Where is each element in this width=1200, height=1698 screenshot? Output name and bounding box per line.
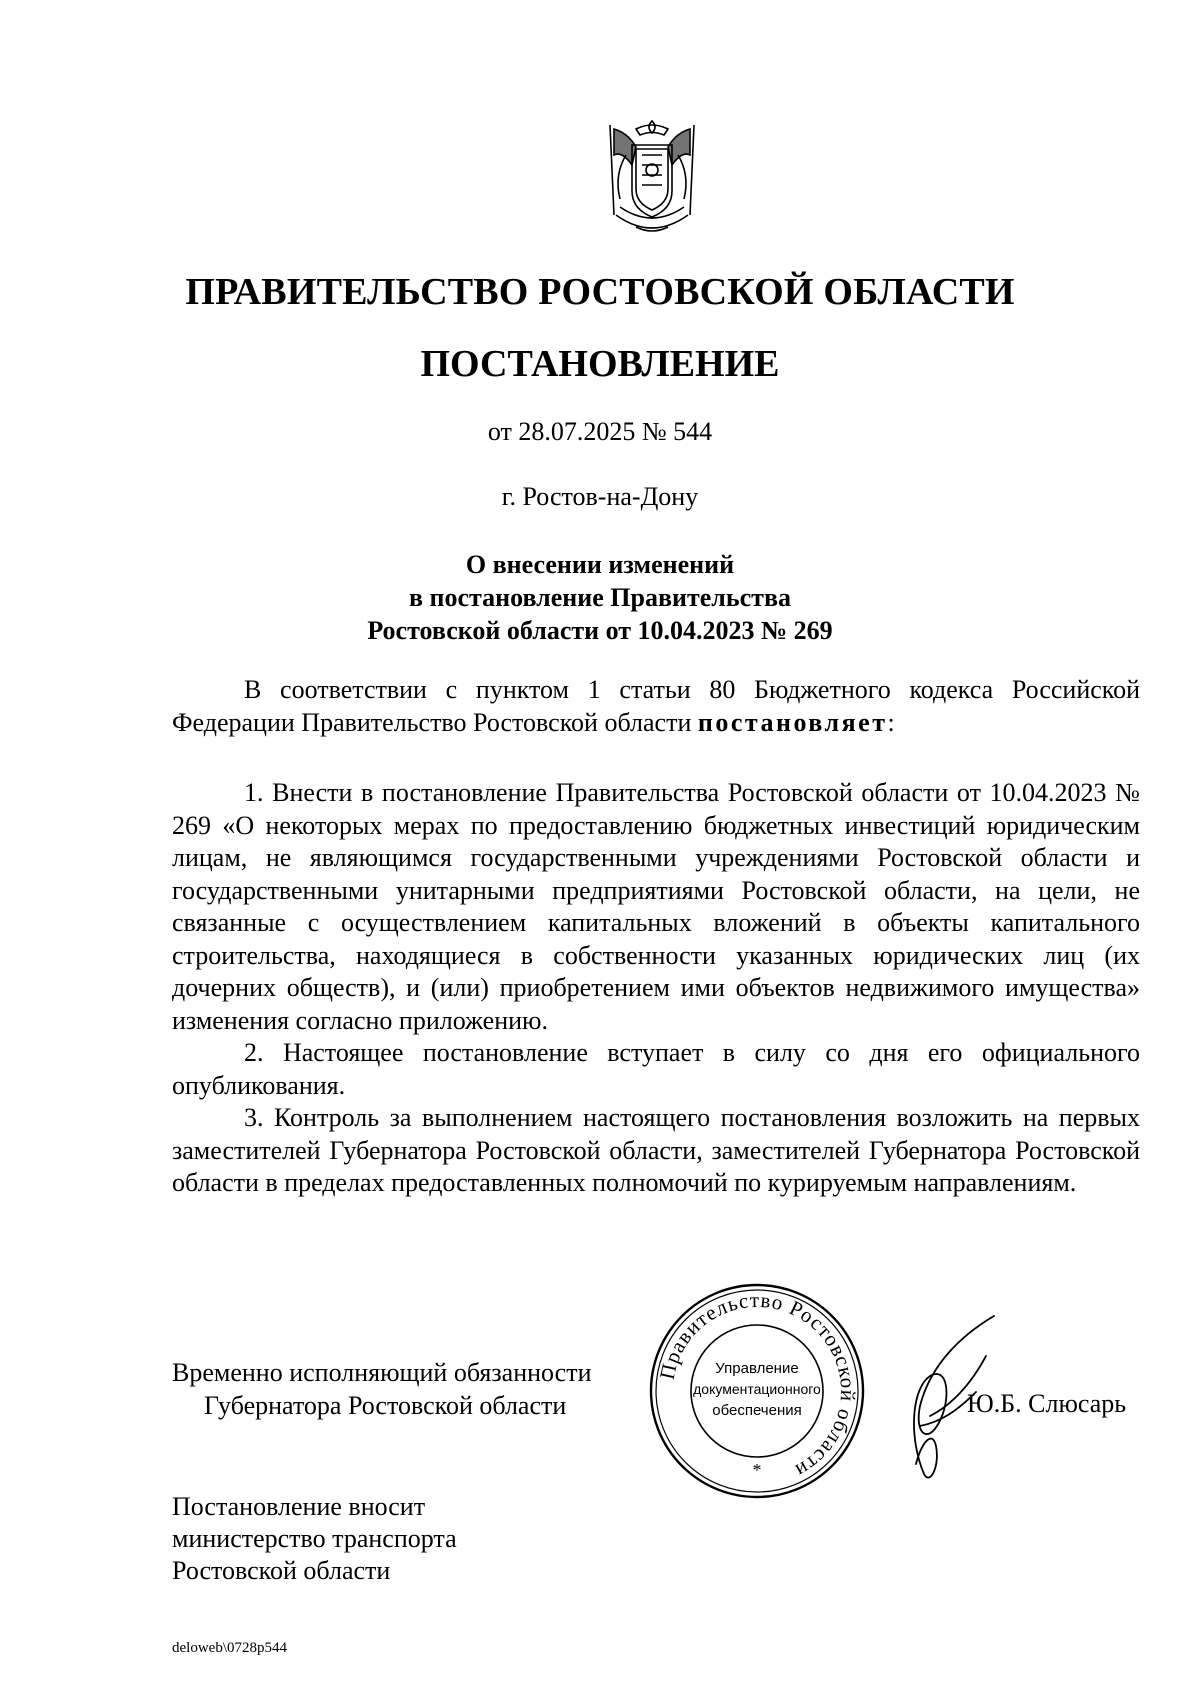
signer-position-line-1: Временно исполняющий обязанности (172, 1358, 592, 1387)
signer-position (172, 1356, 592, 1422)
document-type: ПОСТАНОВЛЕНИЕ (420, 343, 780, 385)
official-seal-icon (648, 1282, 866, 1500)
subject-line-1: О внесении изменений (465, 550, 735, 579)
coat-of-arms-icon (596, 115, 708, 240)
document-subject (0, 548, 1200, 647)
document-city: г. Ростов-на-Дону (501, 482, 699, 511)
document-date-number: от 28.07.2025 № 544 (487, 417, 713, 446)
document-code: deloweb\0728p544 (172, 1640, 287, 1656)
preamble-end: : (887, 707, 895, 737)
seal-line-2: документационного (693, 1381, 821, 1397)
seal-line-1: Управление (715, 1360, 799, 1377)
resolution-item-1: 1. Внести в постановление Правительства Ростовской области от 10.04.2023 № 269 «О некоторых мерах по предоставлению бюджетных инвестиций юридическим лицам, не являющимся государственными учреждениями Ростовской области и государственными унитарными предприятиями Ростовской области, на цели, не связанные с осуществлением капитальных вложений в объекты капитального строительства, находящиеся в собственности указанных юридических лиц (их дочерних обществ), и (или) приобретением ими объектов недвижимого имущества» изменения согласно приложению. (172, 778, 1140, 1035)
resolution-item-2: 2. Настоящее постановление вступает в силу со дня его официального опубликования. (172, 1038, 1140, 1100)
introduced-by-line-1: Постановление вносит (172, 1492, 426, 1521)
introduced-by-line-3: Ростовской области (172, 1556, 391, 1585)
introduced-by (172, 1491, 457, 1587)
signer-position-line-2: Губернатора Ростовской области (204, 1391, 567, 1420)
resolution-items (172, 777, 1140, 1200)
seal-ring-text: Правительство Ростовской области (654, 1287, 861, 1484)
signer-name: Ю.Б. Слюсарь (967, 1389, 1127, 1418)
seal-line-3: обеспечения (712, 1402, 802, 1419)
government-name: ПРАВИТЕЛЬСТВО РОСТОВСКОЙ ОБЛАСТИ (185, 271, 1015, 313)
introduced-by-line-2: министерство транспорта (172, 1524, 457, 1553)
subject-line-3: Ростовской области от 10.04.2023 № 269 (367, 616, 833, 645)
preamble-verb: постановляет (697, 707, 888, 737)
preamble-paragraph (172, 674, 1140, 739)
seal-star: * (752, 1460, 762, 1480)
subject-line-2: в постановление Правительства (408, 583, 791, 612)
resolution-item-3: 3. Контроль за выполнением настоящего постановления возложить на первых заместителей Губернатора Ростовской области, заместителей Губернатора Ростовской области в пределах предоставленных полномочий по курируемым направлениям. (172, 1103, 1140, 1197)
preamble-text: В соответствии с пунктом 1 статьи 80 Бюджетного кодекса Российской Федерации Правительство Ростовской области (172, 675, 1140, 737)
